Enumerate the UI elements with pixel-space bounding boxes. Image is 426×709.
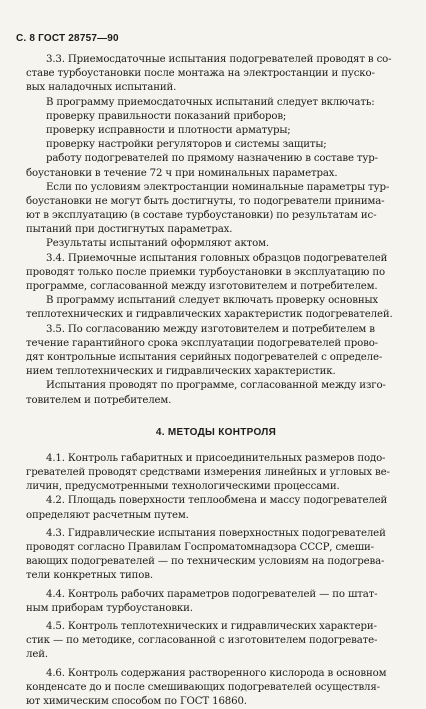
text-line: пытаний при достигнутых параметрах. [26, 224, 233, 236]
text-line: ставе турбоустановки после монтажа на электростанции и пуско- [26, 68, 375, 80]
document-body [26, 53, 406, 709]
text-line: личин, предусмотренными технологическими процессами. [26, 481, 340, 493]
section-4-heading: 4. МЕТОДЫ КОНТРОЛЯ [155, 426, 277, 438]
text-line: определяют расчетным путем. [26, 509, 189, 521]
text-line: стик — по методике, согласованной с изготовителем подогревате- [26, 635, 378, 647]
text-line: вающих подогревателей — по техническим условиям на подогрева- [26, 556, 385, 568]
text-line: 4.5. Контроль теплотехнических и гидравлических характери- [46, 620, 377, 632]
text-line: боустановки не могут быть достигнуты, то подогреватели принима- [26, 195, 385, 207]
text-line: теплотехнических и гидравлических характеристик подогревателей. [26, 309, 393, 321]
text-line: проверку настройки регуляторов и системы защиты; [46, 139, 327, 151]
text-line: 3.5. По согласованию между изготовителем и потребителем в [46, 323, 375, 335]
text-line: гревателей проводят средствами измерения линейных и угловых ве- [26, 467, 390, 479]
text-line: тели конкретных типов. [26, 570, 153, 582]
text-line: ным приборам турбоустановки. [26, 602, 193, 614]
text-line: вых наладочных испытаний. [26, 82, 177, 94]
text-line: ют в эксплуатацию (в составе турбоустановки) по результатам ис- [26, 210, 377, 222]
text-line: дят контрольные испытания серийных подогревателей с определе- [26, 351, 383, 363]
text-line: проверку правильности показаний приборов; [46, 110, 287, 122]
text-line: товителем и потребителем. [26, 394, 172, 406]
text-line: 4.2. Площадь поверхности теплообмена и массу подогревателей [46, 495, 388, 507]
text-line: Результаты испытаний оформляют актом. [46, 238, 270, 250]
text-line: нием теплотехнических и гидравлических характеристик. [26, 366, 336, 378]
text-line: В программу приемосдаточных испытаний следует включать: [46, 96, 375, 108]
text-line: В программу испытаний следует включать проверку основных [46, 295, 379, 307]
text-line: 4.3. Гидравлические испытания поверхностных подогревателей [46, 527, 386, 539]
text-line: 4.1. Контроль габаритных и присоединительных размеров подо- [46, 452, 386, 464]
text-line: боустановки в течение 72 ч при номинальных параметрах. [26, 167, 338, 179]
text-line: 4.6. Контроль содержания растворенного кислорода в основном [46, 667, 387, 679]
text-line: работу подогревателей по прямому назначению в составе тур- [46, 153, 378, 165]
text-line: программе, согласованной между изготовителем и потребителем. [26, 281, 378, 292]
text-line: Испытания проводят по программе, согласованной между изго- [46, 380, 386, 392]
text-line: 3.4. Приемочные испытания головных образцов подогревателей [46, 252, 388, 264]
text-line: проводят согласно Правилам Госпроматомнадзора СССР, смеши- [26, 542, 374, 554]
text-line: проводят только после приемки турбоустановки в эксплуатацию по [26, 266, 385, 278]
text-line: течение гарантийного срока эксплуатации подогревателей прово- [26, 337, 378, 349]
text-line: ют химическим способом по ГОСТ 16860. [26, 695, 247, 707]
section-4-text [26, 452, 406, 709]
text-line: конденсате до и после смешивающих подогревателей осуществля- [26, 681, 380, 693]
text-line: Если по условиям электростанции номинальные параметры тур- [46, 181, 390, 193]
text-line: проверку исправности и плотности арматуры; [46, 124, 291, 136]
section-3-text [26, 53, 406, 408]
page-header: С. 8 ГОСТ 28757—90 [16, 33, 119, 44]
text-line: 3.3. Приемосдаточные испытания подогревателей проводят в со- [46, 54, 392, 65]
text-line: 4.4. Контроль рабочих параметров подогревателей — по штат- [46, 588, 378, 600]
text-line: лей. [26, 649, 48, 661]
